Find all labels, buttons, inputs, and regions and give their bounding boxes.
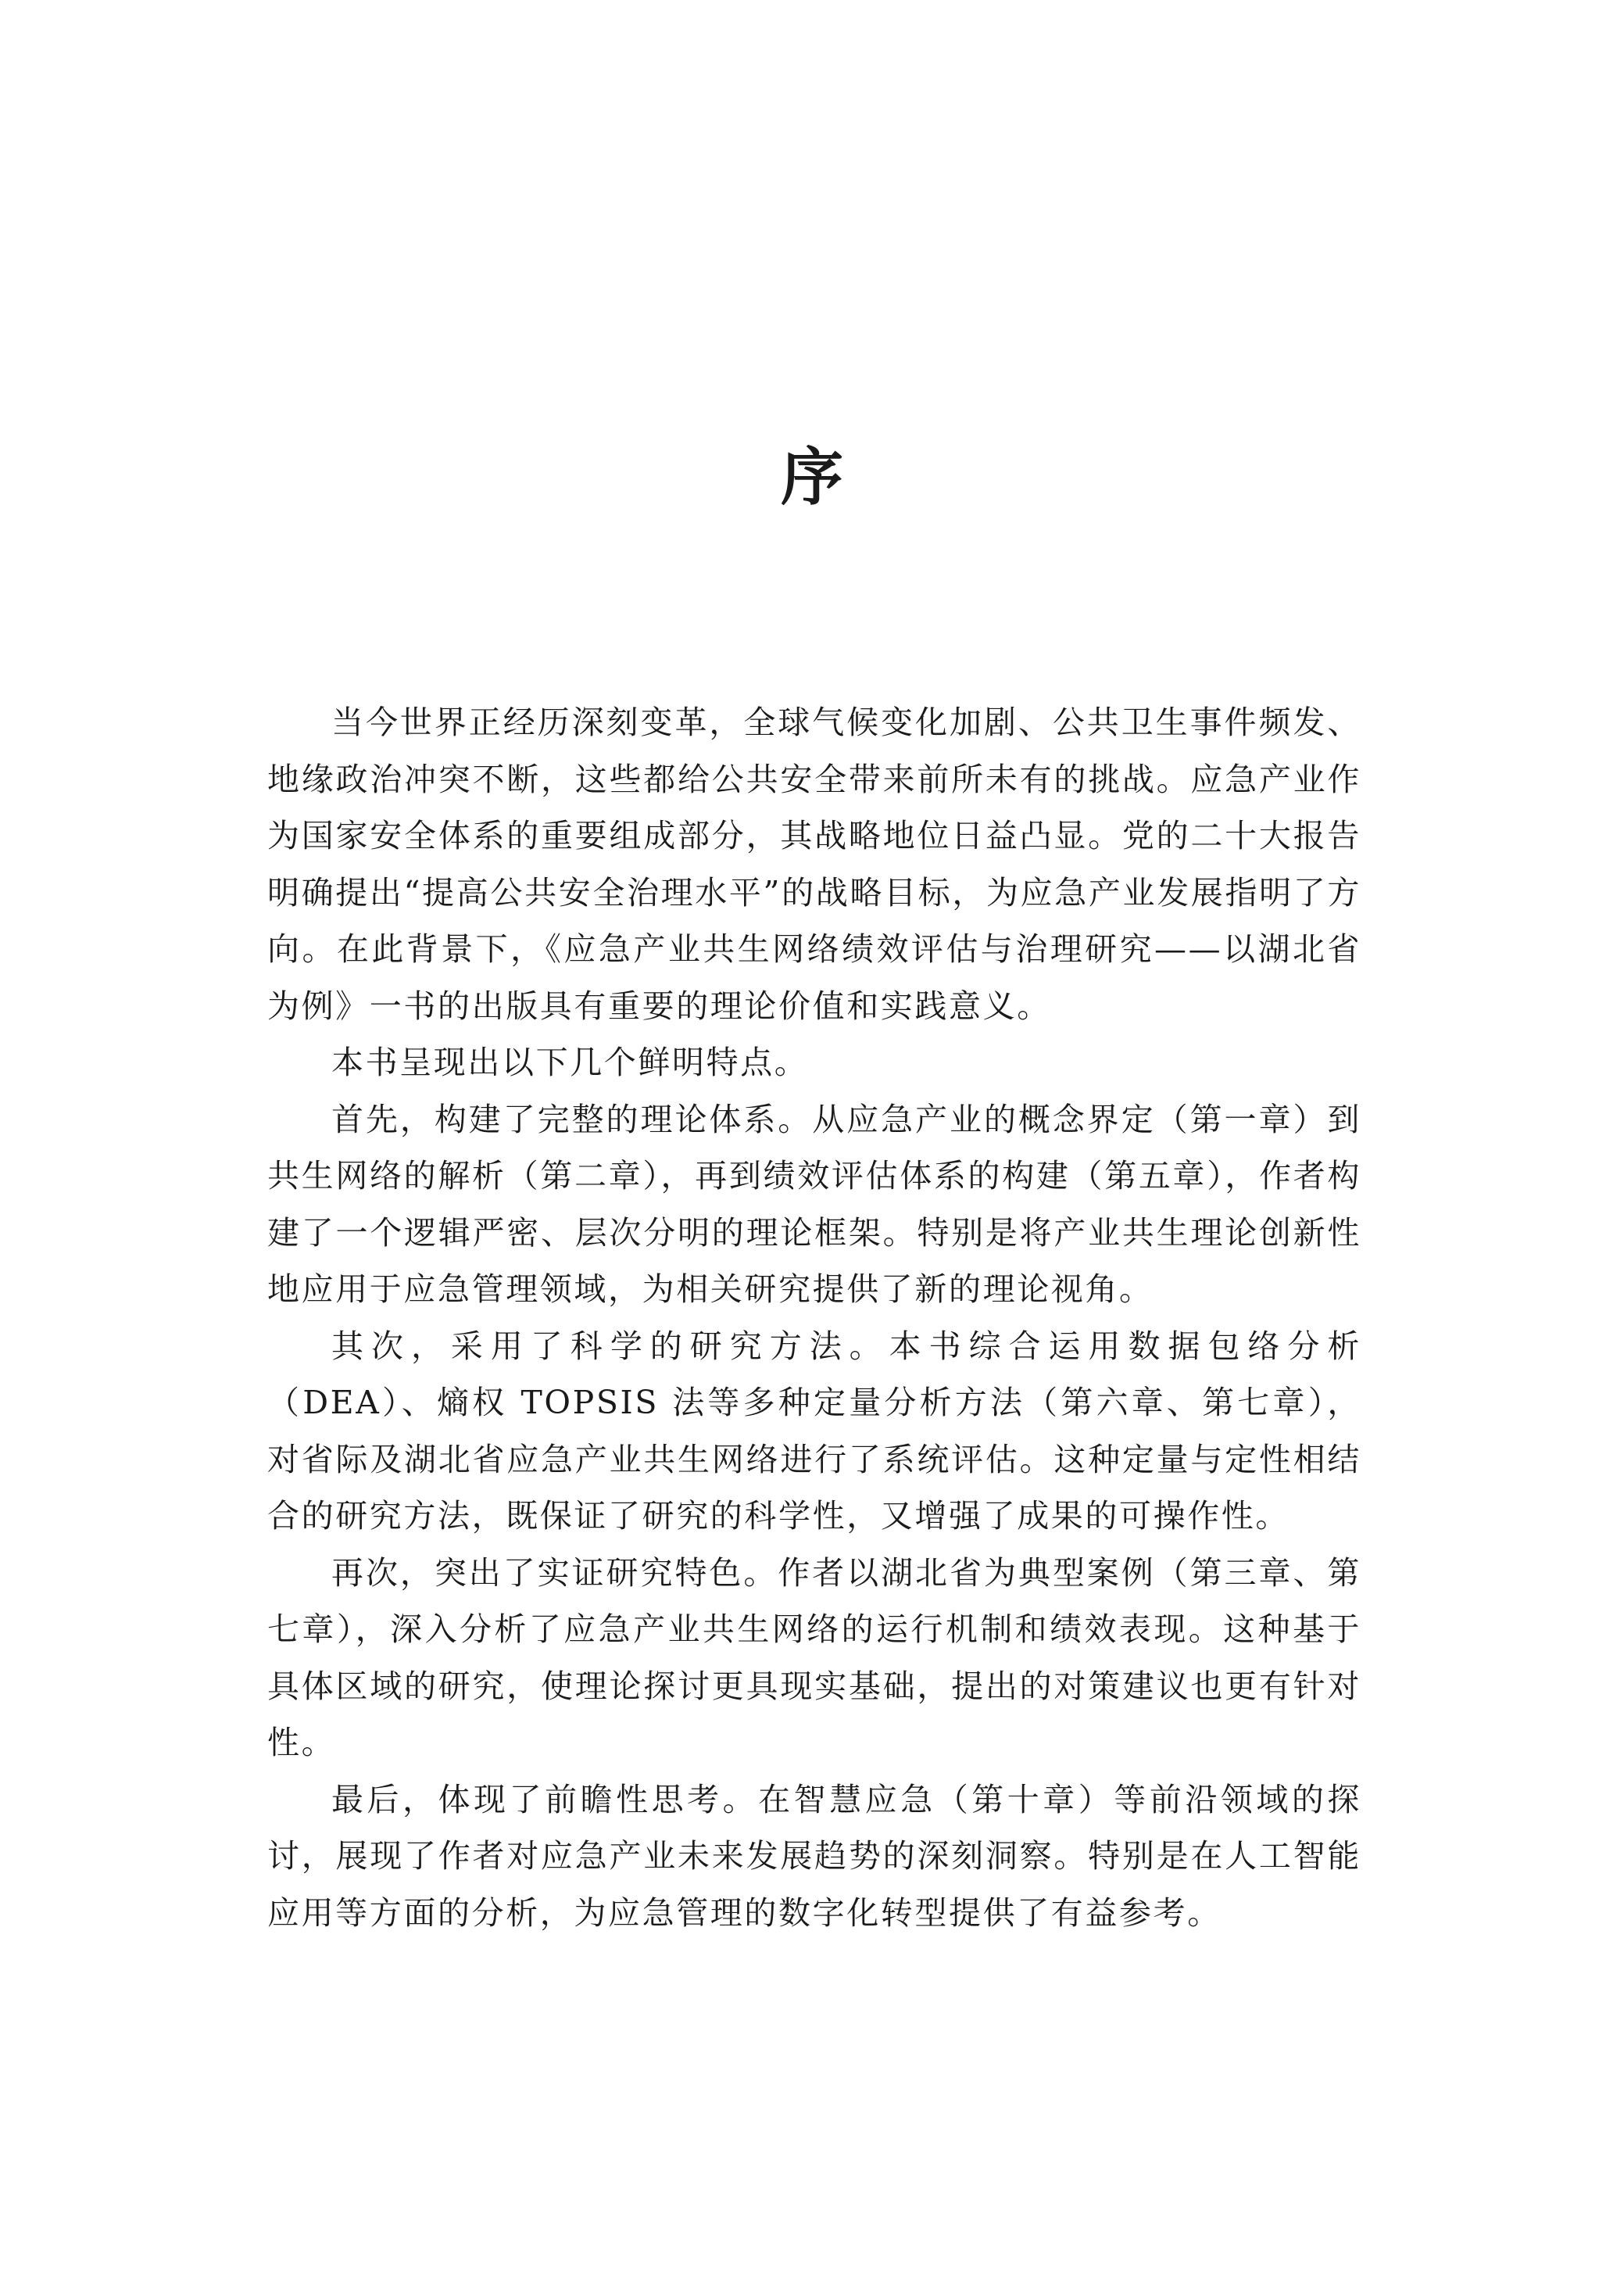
page-title: 序 [781, 440, 843, 514]
body-text [267, 694, 1361, 1941]
paragraph-4: 其次，采用了科学的研究方法。本书综合运用数据包络分析（DEA）、熵权 TOPSIS 法等多种定量分析方法（第六章、第七章），对省际及湖北省应急产业共生网络进行了系统评估。这种定量与定性相结合的研究方法，既保证了研究的科学性，又增强了成果的可操作性。 [267, 1327, 1361, 1535]
paragraph-3: 首先，构建了完整的理论体系。从应急产业的概念界定（第一章）到共生网络的解析（第二章），再到绩效评估体系的构建（第五章），作者构建了一个逻辑严密、层次分明的理论框架。特别是将产业共生理论创新性地应用于应急管理领域，为相关研究提供了新的理论视角。 [267, 1100, 1361, 1308]
paragraph-1: 当今世界正经历深刻变革，全球气候变化加剧、公共卫生事件频发、地缘政治冲突不断，这些都给公共安全带来前所未有的挑战。应急产业作为国家安全体系的重要组成部分，其战略地位日益凸显。党的二十大报告明确提出“提高公共安全治理水平”的战略目标，为应急产业发展指明了方向。在此背景下，《应急产业共生网络绩效评估与治理研究——以湖北省为例》一书的出版具有重要的理论价值和实践意义。 [267, 704, 1361, 1025]
paragraph-2: 本书呈现出以下几个鲜明特点。 [331, 1044, 809, 1081]
paragraph-6: 最后，体现了前瞻性思考。在智慧应急（第十章）等前沿领域的探讨，展现了作者对应急产业未来发展趋势的深刻洞察。特别是在人工智能应用等方面的分析，为应急管理的数字化转型提供了有益参考。 [267, 1780, 1361, 1932]
paragraph-5: 再次，突出了实证研究特色。作者以湖北省为典型案例（第三章、第七章），深入分析了应急产业共生网络的运行机制和绩效表现。这种基于具体区域的研究，使理论探讨更具现实基础，提出的对策建议也更有针对性。 [267, 1553, 1361, 1761]
